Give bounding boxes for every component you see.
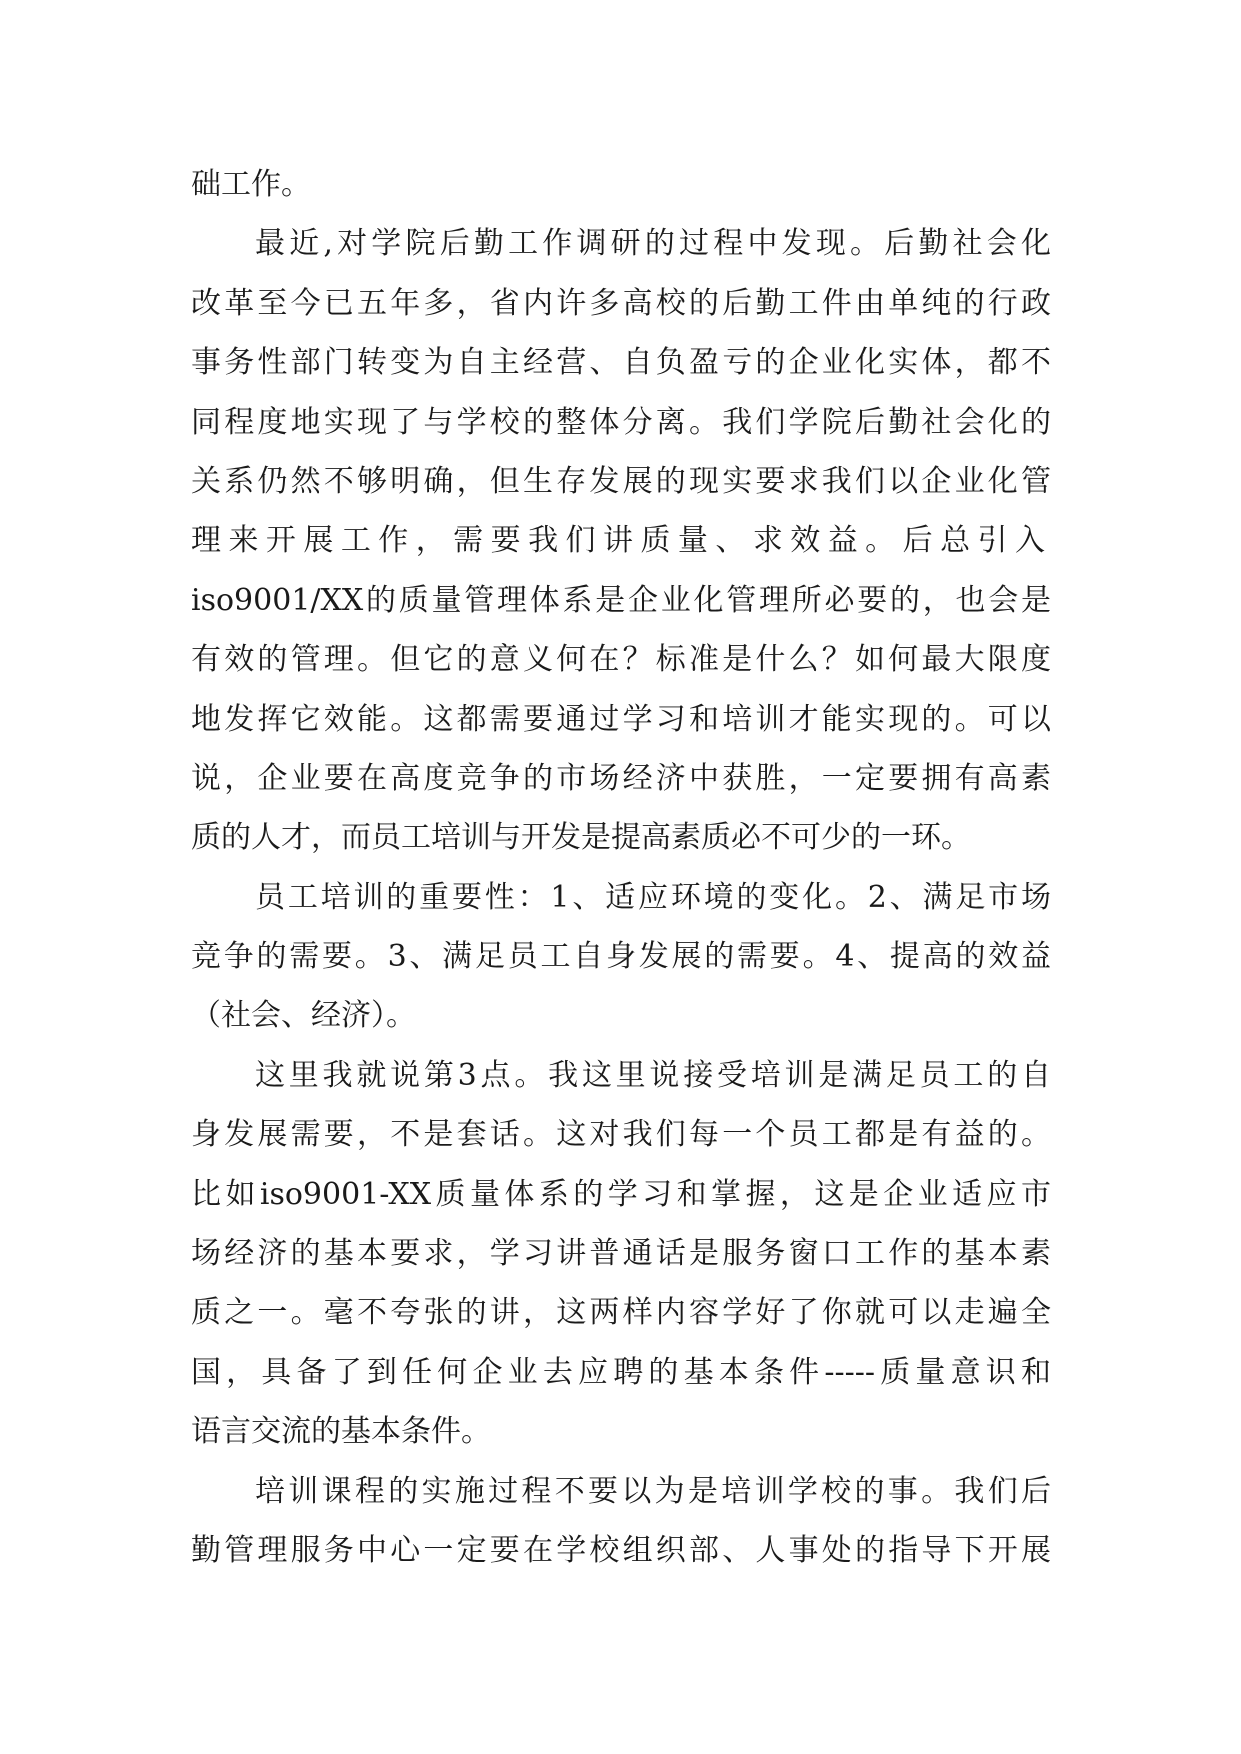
text-line: 质的人才，而员工培训与开发是提高素质必不可少的一环。 bbox=[191, 820, 971, 856]
text-line: 有效的管理。但它的意义何在？标准是什么？如何最大限度 bbox=[191, 642, 1051, 678]
text-line: 础工作。 bbox=[191, 167, 311, 202]
text-line: （社会、经济）。 bbox=[191, 998, 416, 1034]
text-line: 质之一。毫不夸张的讲，这两样内容学好了你就可以走遍全 bbox=[191, 1295, 1051, 1331]
text-line: 勤管理服务中心一定要在学校组织部、人事处的指导下开展 bbox=[191, 1532, 1051, 1568]
text-line: 地发挥它效能。这都需要通过学习和培训才能实现的。可以 bbox=[191, 701, 1051, 737]
paragraph-3 bbox=[191, 868, 1051, 1046]
text-line: 国，具备了到任何企业去应聘的基本条件-----质量意识和 bbox=[191, 1354, 1051, 1390]
text-line: 竞争的需要。3、满足员工自身发展的需要。4、提高的效益 bbox=[191, 939, 1051, 975]
text-line: 改革至今已五年多，省内许多高校的后勤工件由单纯的行政 bbox=[191, 285, 1051, 321]
paragraph-4 bbox=[191, 1046, 1051, 1462]
text-line: iso9001/XX的质量管理体系是企业化管理所必要的，也会是 bbox=[191, 582, 1051, 618]
text-line: 员工培训的重要性：1、适应环境的变化。2、满足市场 bbox=[255, 879, 1051, 915]
paragraph-5 bbox=[191, 1462, 1051, 1581]
text-line: 事务性部门转变为自主经营、自负盈亏的企业化实体，都不 bbox=[191, 345, 1051, 381]
text-line: 说，企业要在高度竞争的市场经济中获胜，一定要拥有高素 bbox=[191, 760, 1051, 796]
text-line: 培训课程的实施过程不要以为是培训学校的事。我们后 bbox=[255, 1473, 1051, 1509]
text-line: 同程度地实现了与学校的整体分离。我们学院后勤社会化的 bbox=[191, 404, 1051, 440]
text-line: 身发展需要，不是套话。这对我们每一个员工都是有益的。 bbox=[191, 1117, 1051, 1153]
text-line: 这里我就说第3点。我这里说接受培训是满足员工的自 bbox=[255, 1057, 1051, 1093]
text-line: 场经济的基本要求，学习讲普通话是服务窗口工作的基本素 bbox=[191, 1236, 1051, 1272]
text-line: 关系仍然不够明确，但生存发展的现实要求我们以企业化管 bbox=[191, 463, 1051, 499]
text-line: 语言交流的基本条件。 bbox=[191, 1414, 491, 1450]
paragraph-2 bbox=[191, 214, 1051, 867]
text-line: 最近,对学院后勤工作调研的过程中发现。后勤社会化 bbox=[255, 226, 1051, 262]
paragraph-1 bbox=[191, 155, 1051, 214]
text-line: 理来开展工作，需要我们讲质量、求效益。后总引入 bbox=[191, 523, 1051, 559]
document-body bbox=[191, 155, 1051, 1580]
text-line: 比如iso9001-XX质量体系的学习和掌握，这是企业适应市 bbox=[191, 1176, 1051, 1212]
